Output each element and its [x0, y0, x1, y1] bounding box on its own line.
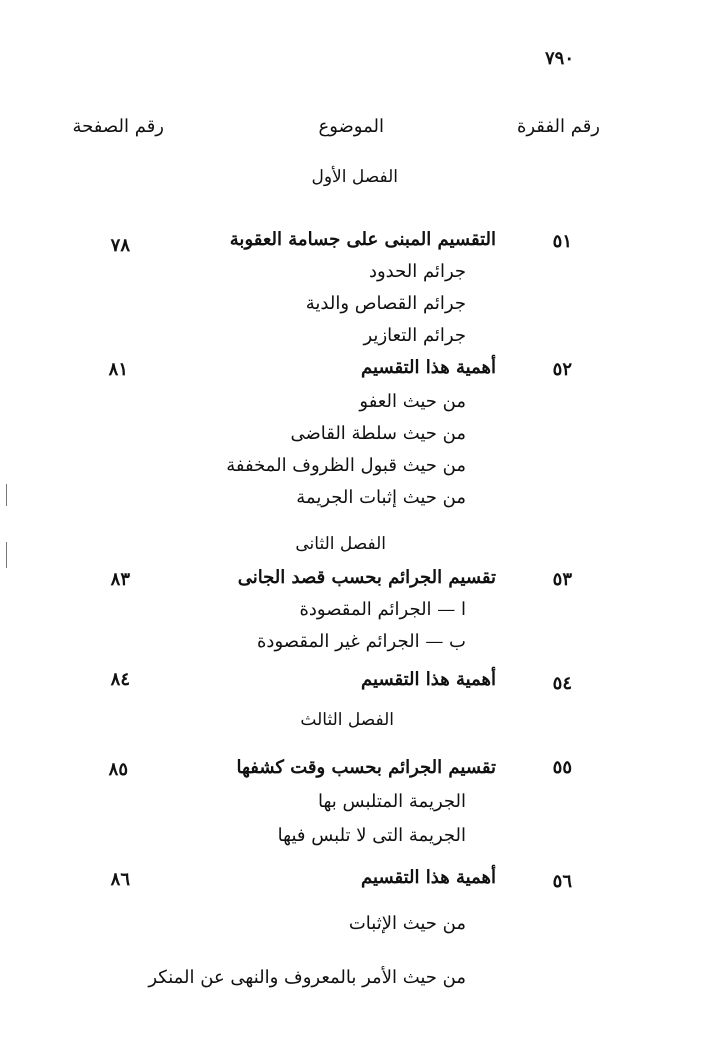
paragraph-number: ٥١ — [552, 231, 572, 252]
header-paragraph-no: رقم الفقرة — [516, 116, 600, 137]
page-number-ref: ٨٦ — [110, 869, 130, 890]
page-number: ٧٩٠ — [544, 48, 574, 69]
entry-subitem: الجريمة المتلبس بها — [318, 791, 466, 812]
entry-title: أهمية هذا التقسيم — [361, 867, 496, 888]
chapter-heading: الفصل الثانى — [295, 534, 386, 554]
chapter-heading: الفصل الثالث — [300, 710, 394, 730]
paragraph-number: ٥٦ — [552, 871, 572, 892]
paragraph-number: ٥٣ — [552, 569, 572, 590]
page-number-ref: ٧٨ — [110, 235, 130, 256]
page-number-ref: ٨٥ — [108, 759, 128, 780]
header-page-no: رقم الصفحة — [72, 116, 164, 137]
entry-subitem: من حيث الإثبات — [348, 913, 466, 934]
page-number-ref: ٨١ — [108, 359, 128, 380]
entry-subitem: الجريمة التى لا تلبس فيها — [277, 825, 466, 846]
paragraph-number: ٥٥ — [552, 757, 572, 778]
entry-subitem: من حيث سلطة القاضى — [290, 423, 466, 444]
page-number-ref: ٨٣ — [110, 569, 130, 590]
chapter-heading: الفصل الأول — [311, 167, 398, 187]
entry-subitem: من حيث قبول الظروف المخففة — [226, 455, 466, 476]
entry-title: أهمية هذا التقسيم — [361, 669, 496, 690]
entry-title: أهمية هذا التقسيم — [361, 357, 496, 378]
entry-subitem: ا — الجرائم المقصودة — [299, 599, 466, 620]
entry-subitem: جرائم التعازير — [363, 325, 466, 346]
entry-subitem: جرائم القصاص والدية — [305, 293, 466, 314]
page-number-ref: ٨٤ — [110, 669, 130, 690]
scan-margin-mark — [6, 542, 7, 568]
entry-title: التقسيم المبنى على جسامة العقوبة — [229, 229, 496, 250]
entry-subitem: من حيث العفو — [359, 391, 466, 412]
scan-margin-mark — [6, 484, 7, 506]
entry-title: تقسيم الجرائم بحسب قصد الجانى — [237, 567, 496, 588]
entry-subitem: جرائم الحدود — [368, 261, 466, 282]
header-subject: الموضوع — [318, 116, 384, 137]
paragraph-number: ٥٢ — [552, 359, 572, 380]
entry-subitem: من حيث الأمر بالمعروف والنهى عن المنكر — [148, 967, 466, 988]
entry-subitem: من حيث إثبات الجريمة — [296, 487, 466, 508]
entry-title: تقسيم الجرائم بحسب وقت كشفها — [236, 757, 496, 778]
paragraph-number: ٥٤ — [552, 673, 572, 694]
entry-subitem: ب — الجرائم غير المقصودة — [257, 631, 466, 652]
